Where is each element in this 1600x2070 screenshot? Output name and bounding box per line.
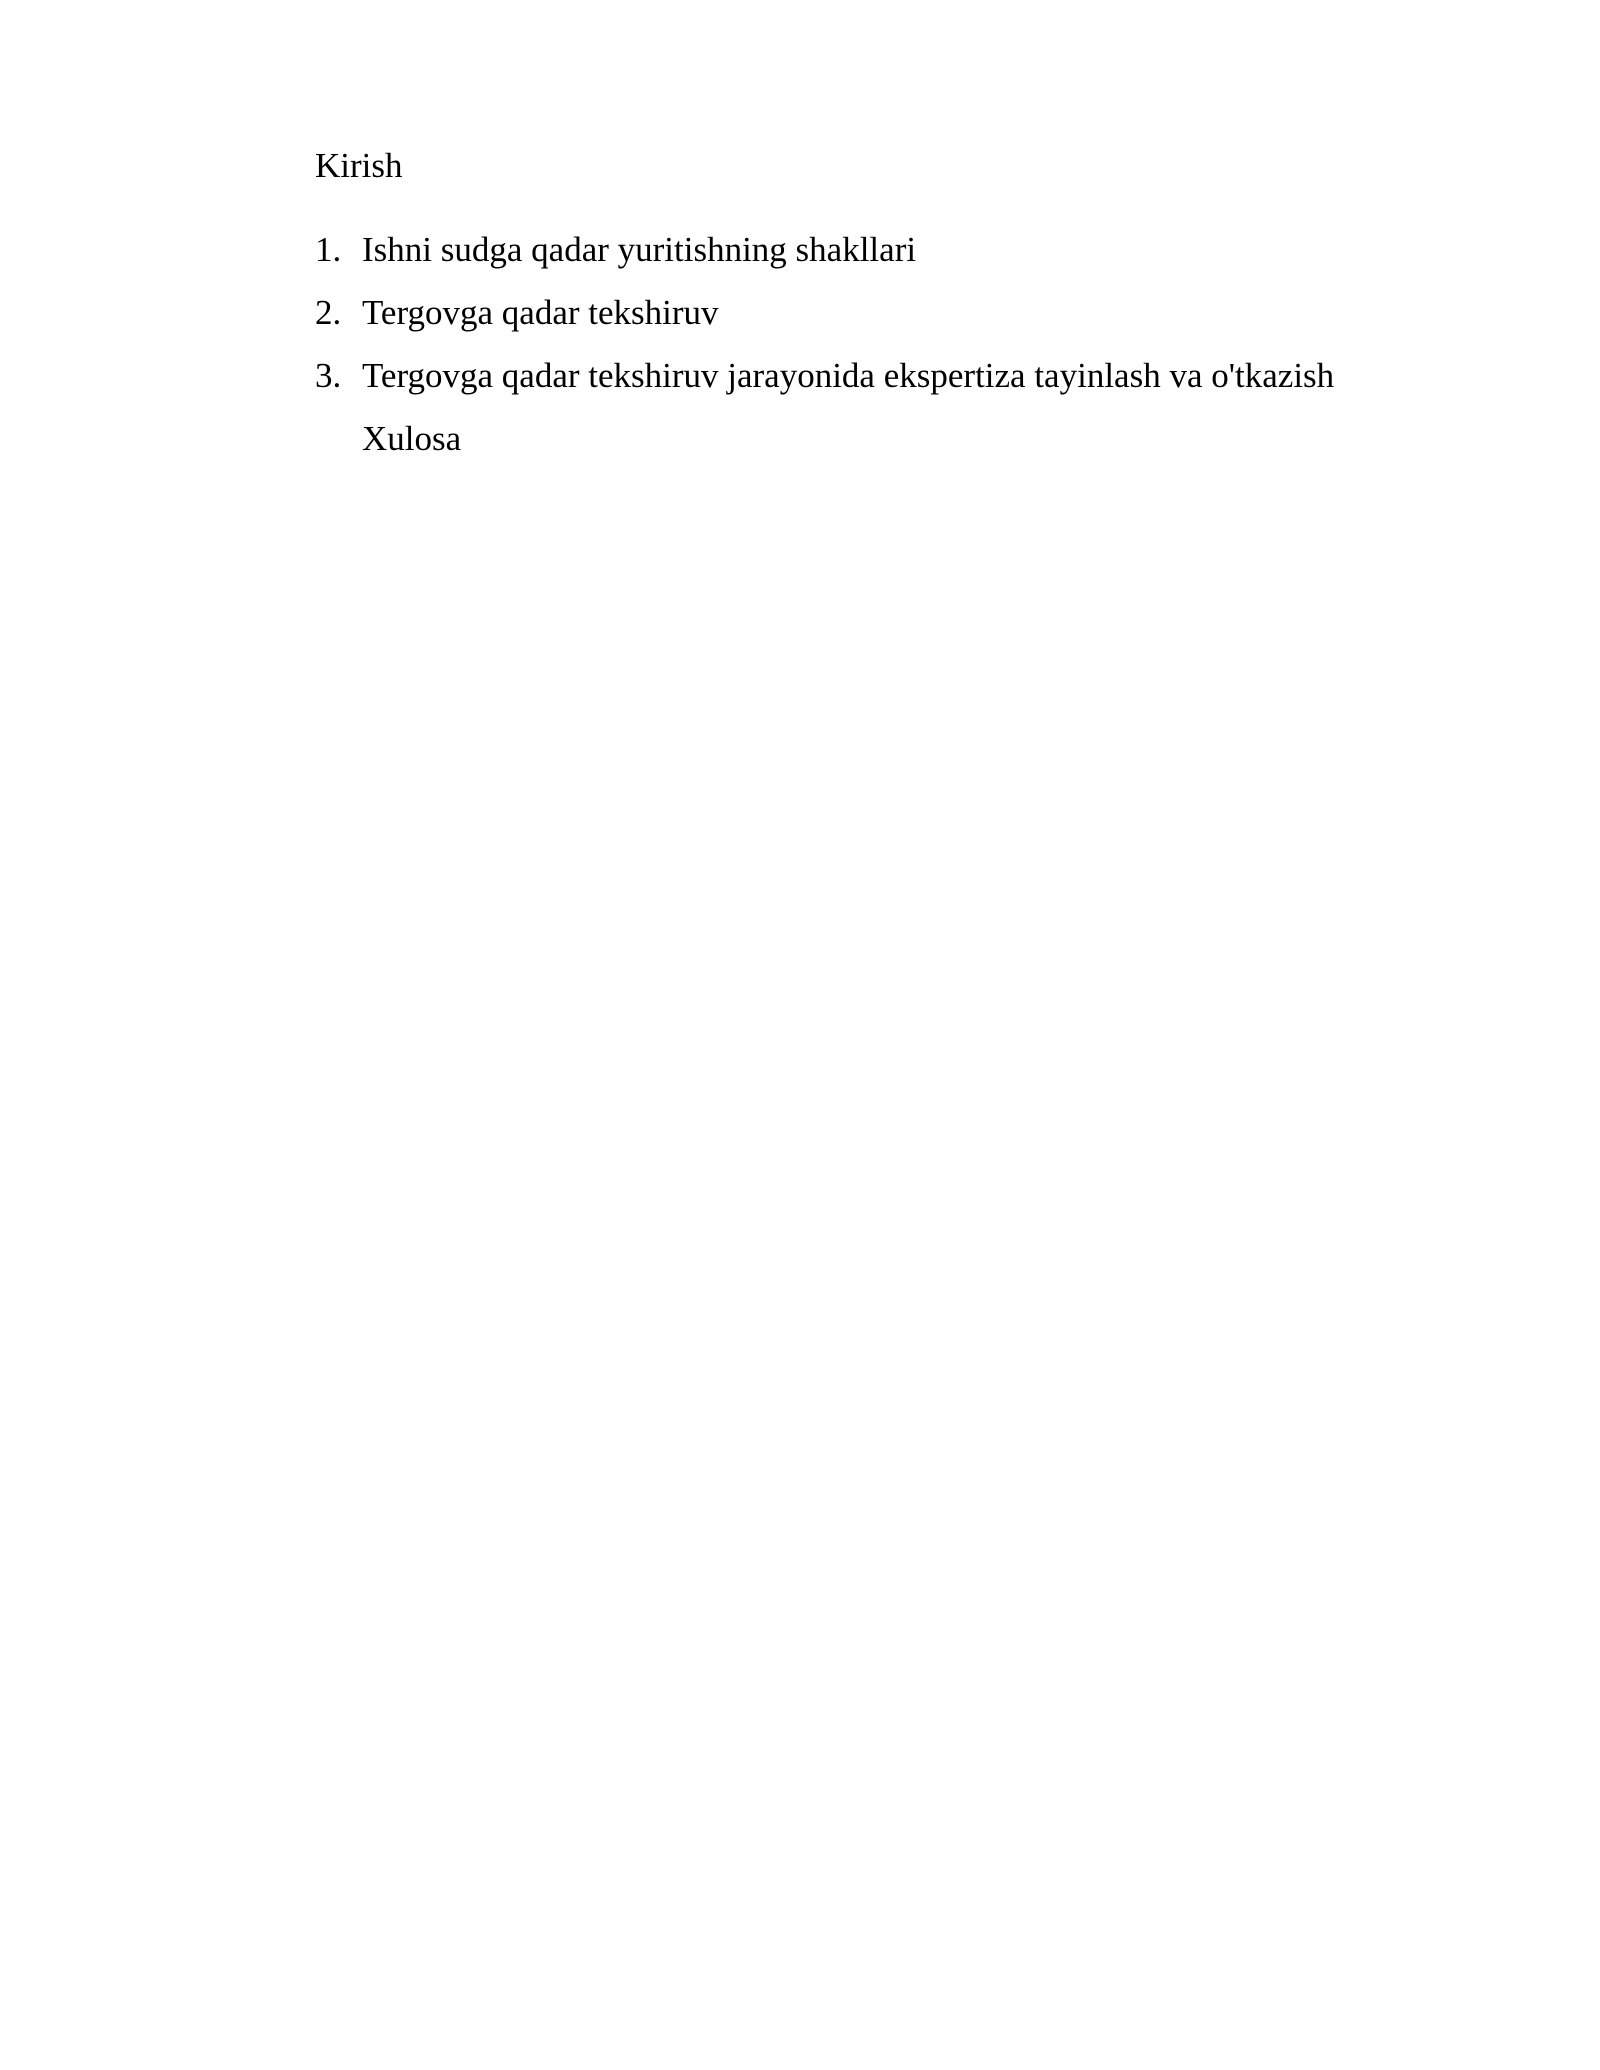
toc-intro: Kirish [315, 146, 403, 185]
toc-item [315, 229, 1415, 271]
toc-item-text: Tergovga qadar tekshiruv [362, 293, 719, 332]
toc-item [315, 292, 1415, 334]
table-of-contents [315, 145, 1415, 460]
toc-conclusion: Xulosa [362, 419, 462, 458]
toc-item-number: 1. [315, 230, 342, 269]
toc-item-number: 3. [315, 356, 342, 395]
toc-item-text: Ishni sudga qadar yuritishning shakllari [362, 230, 917, 269]
toc-item-text: Tergovga qadar tekshiruv jarayonida ekspertiza tayinlash va o'tkazish [362, 356, 1335, 395]
toc-list [315, 229, 1415, 397]
toc-item [315, 355, 1415, 397]
toc-item-number: 2. [315, 293, 342, 332]
